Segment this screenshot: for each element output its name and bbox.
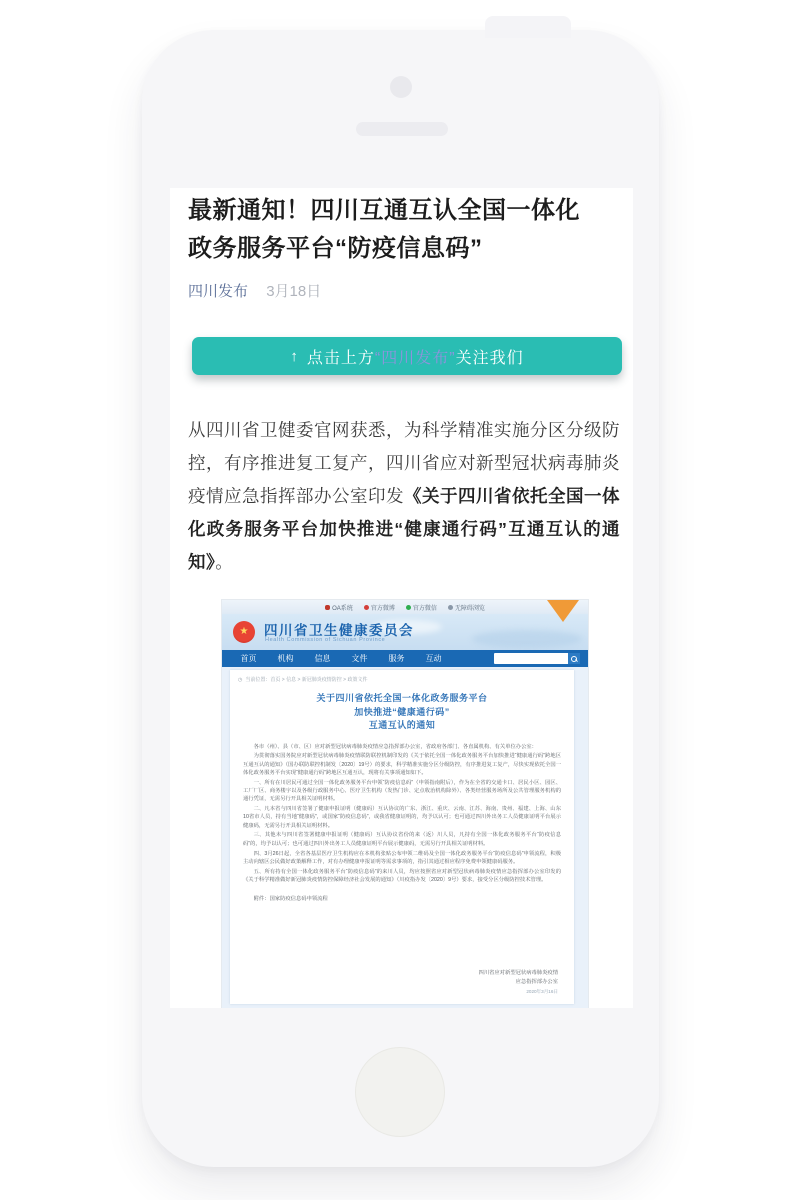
article-title: [188, 192, 619, 268]
cloud-decoration: [472, 630, 582, 648]
weibo-icon: [364, 605, 369, 610]
doc-title-line1: 关于四川省依托全国一体化政务服务平台: [316, 693, 488, 703]
doc-paragraph: 各市（州）、县（市、区）应对新型冠状病毒肺炎疫情应急指挥部办公室，省政府各部门、各直属机构、有关单位办公室：: [253, 743, 537, 750]
gov-topbar: [222, 600, 588, 614]
nav-item-interact: 互动: [425, 654, 442, 663]
breadcrumb: [230, 670, 574, 685]
doc-paragraph: 四、3月26日起，全省各基层医疗卫生机构应在本机构张贴公布申领二维码及全国一体化政务服务平台“防疫信息码”申领流程，积极主动向辖区公民做好政策解释工作，对有办理健康申报证明等需求事项的，指引其通过相应程序免费申领健康码服务。: [243, 850, 561, 865]
article-body: [188, 414, 620, 579]
doc-paragraph: 五、所有持有全国一体化政务服务平台“防疫信息码”的来川人员，均应按照省应对新型冠状病毒肺炎疫情应急指挥部办公室印发的《关于科学精准做好新冠肺炎疫情防控保障经济社会发展的通知》（川疫指办发〔2020〕9号）要求，接受分区分级防控技术管理。: [243, 868, 561, 883]
nav-item-org: 机构: [277, 654, 294, 663]
signature-line2: 应急指挥部办公室: [515, 979, 558, 985]
topbar-link-weibo: [364, 603, 395, 612]
doc-paragraph: 二、凡本省与四川省签署了健康申报证明（健康码）互认协议的广东、浙江、重庆、云南、江苏、海南、贵州、福建、上海、山东10省市人员，持有当地“健康码”，或国家“防疫信息码”，或我省健康证明的，均予以认可；也可通过四川外出务工人员健康证明平台展示健康码，无需另行开具相关证明材料。: [243, 806, 561, 829]
speaker-slot: [356, 122, 448, 136]
arrow-up-icon: ↑: [290, 347, 299, 365]
topbar-link-label: 官方微博: [370, 605, 395, 612]
topbar-link-label: 无障碍浏览: [454, 605, 485, 612]
breadcrumb-text: 当前位置：首页 > 信息 > 新冠肺炎疫情防控 > 政策文件: [245, 677, 368, 683]
doc-card: [230, 670, 574, 1004]
article-body-tail: 。: [215, 552, 234, 572]
banner-suffix: 关注我们: [455, 349, 524, 367]
article-body-regular: 从四川省卫健委官网获悉，为科学精准实施分区分级防控，有序推进复工复产，四川省应对新型冠状病毒肺炎疫情应急指挥部办公室印发: [188, 420, 620, 506]
gov-page-body: [222, 667, 588, 1008]
article-body-bold: 《关于四川省依托全国一体化政务服务平台加快推进“健康通行码”互通互认的通知》: [188, 486, 620, 572]
doc-paragraph: 三、其他未与四川省签署健康申报证明（健康码）互认协议省份的来（返）川人员，凡持有全国一体化政务服务平台“防疫信息码”的，均予以认可；也可通过四川外出务工人员健康证明平台展示健康码，无需另行开具相关证明材料。: [243, 832, 561, 847]
topbar-link-label: OA系统: [332, 605, 353, 612]
topbar-link-accessibility: [448, 603, 485, 612]
search-icon: [568, 653, 580, 664]
doc-signature: [479, 969, 558, 996]
nav-item-service: 服务: [388, 654, 405, 663]
phone-frame: [142, 30, 659, 1167]
signature-line1: 四川省应对新型冠状病毒肺炎疫情: [478, 970, 558, 976]
doc-title: [230, 692, 574, 733]
doc-paragraph: 一、所有在川居民可通过全国一体化政务服务平台申领“防疫信息码”（申领指南附后），作为在全省的交通卡口、居民小区、园区、工厂厂区、商务楼宇以及各级行政服务中心、医疗卫生机构（发热门诊、定点收治机构除外）、各类经营服务场所及公共管理服务机构的通行凭证，无需另行开具相关证明材料。: [243, 779, 561, 803]
article-title-line1: 最新通知！四川互通互认全国一体化: [188, 197, 580, 224]
gov-navbar: [222, 650, 588, 667]
banner-highlight: “四川发布”: [374, 349, 456, 367]
oa-icon: [325, 605, 330, 610]
nav-item-home: 首页: [240, 654, 257, 663]
article-title-line2: 政务服务平台“防疫信息码”: [188, 235, 483, 262]
corner-ribbon: [547, 600, 579, 622]
accessibility-icon: [448, 605, 453, 610]
national-emblem-icon: ★: [233, 621, 255, 643]
power-button: [485, 16, 571, 38]
follow-banner-button[interactable]: [192, 337, 622, 375]
byline: [188, 280, 321, 301]
home-button: [355, 1047, 445, 1137]
author-link[interactable]: 四川发布: [188, 283, 249, 300]
gov-header: [222, 614, 588, 650]
topbar-link-wechat: [406, 603, 437, 612]
doc-title-line2: 加快推进“健康通行码”: [354, 706, 450, 717]
topbar-link-label: 官方微信: [412, 605, 437, 612]
topbar-link-oa: [325, 603, 353, 612]
signature-date: 2020年3月16日: [526, 989, 558, 994]
search-box: [494, 653, 580, 664]
gov-screenshot-image[interactable]: [222, 600, 588, 1008]
camera-dot: [390, 76, 412, 98]
clock-icon: ◷: [238, 676, 243, 683]
publish-date: 3月18日: [266, 283, 322, 300]
nav-item-docs: 文件: [351, 654, 368, 663]
gov-site-name-en: Health Commission of Sichuan Province: [265, 637, 386, 643]
gov-site-name: 四川省卫生健康委员会: [264, 623, 414, 638]
wechat-icon: [406, 605, 411, 610]
doc-paragraph: 为贯彻落实国务院应对新型冠状病毒肺炎疫情联防联控机制印发的《关于依托全国一体化政务服务平台加快推进“健康通行码”跨地区互通互认的通知》（国办联防联控机制发〔2020〕19号）的要求，科学精准实施分区分级防控，有序推进复工复产，尽快实现依托全国一体化政务服务平台实现“健康通行码”跨地区互通互认，现将有关事项通知如下。: [243, 753, 561, 776]
banner-prefix: 点击上方: [306, 349, 375, 367]
doc-attachment: 附件：国家防疫信息码申领流程: [253, 896, 328, 903]
doc-title-line3: 互通互认的通知: [368, 720, 436, 730]
nav-item-info: 信息: [314, 654, 331, 663]
doc-body: [243, 743, 561, 885]
article-screen: [170, 188, 633, 1008]
